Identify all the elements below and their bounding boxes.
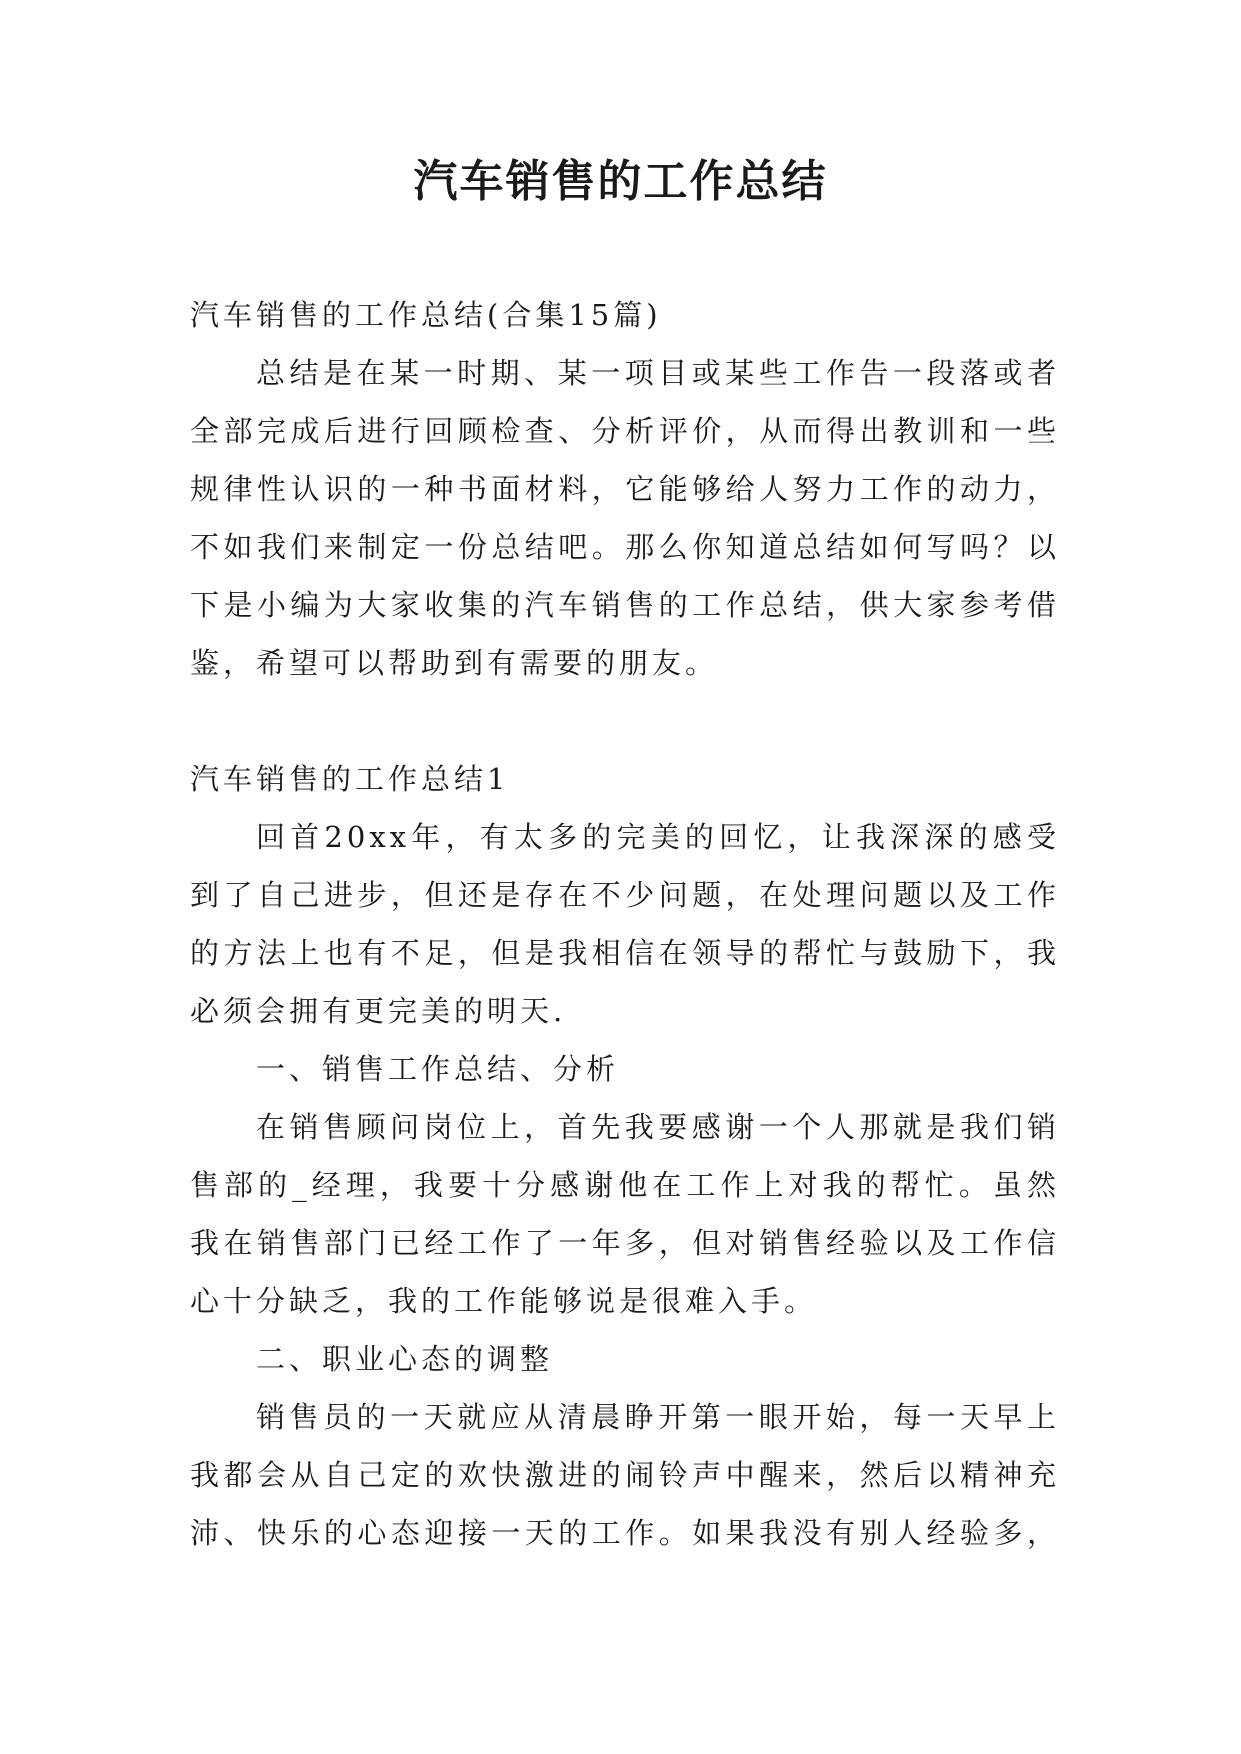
intro-line: 下是小编为大家收集的汽车销售的工作总结，供大家参考借 [190, 588, 1060, 622]
document-body [190, 286, 1060, 1562]
part-line: 心十分缺乏，我的工作能够说是很难入手。 [190, 1284, 818, 1318]
section-line: 必须会拥有更完美的明天. [190, 994, 567, 1028]
intro-line: 不如我们来制定一份总结吧。那么你知道总结如何写吗？以 [190, 530, 1060, 564]
intro-line: 鉴，希望可以帮助到有需要的朋友。 [190, 646, 719, 680]
document-title: 汽车销售的工作总结 [413, 156, 828, 207]
intro-line: 总结是在某一时期、某一项目或某些工作告一段落或者 [256, 356, 1060, 390]
intro-line: 规律性认识的一种书面材料，它能够给人努力工作的动力， [190, 472, 1060, 506]
section-line: 的方法上也有不足，但是我相信在领导的帮忙与鼓励下，我 [190, 936, 1060, 970]
part-line: 沛、快乐的心态迎接一天的工作。如果我没有别人经验多， [190, 1516, 1060, 1550]
document-subtitle: 汽车销售的工作总结(合集15篇) [190, 298, 662, 332]
paragraph-gap [190, 692, 1060, 750]
section-heading: 汽车销售的工作总结1 [190, 762, 510, 796]
section-line: 回首20xx年，有太多的完美的回忆，让我深深的感受 [256, 820, 1060, 854]
part-heading: 一、销售工作总结、分析 [256, 1052, 620, 1086]
section-line: 到了自己进步，但还是存在不少问题，在处理问题以及工作 [190, 878, 1060, 912]
part-line: 销售员的一天就应从清晨睁开第一眼开始，每一天早上 [256, 1400, 1060, 1434]
intro-line: 全部完成后进行回顾检查、分析评价，从而得出教训和一些 [190, 414, 1060, 448]
part-line: 在销售顾问岗位上，首先我要感谢一个人那就是我们销 [256, 1110, 1060, 1144]
part-line: 我都会从自己定的欢快激进的闹铃声中醒来，然后以精神充 [190, 1458, 1060, 1492]
part-line: 我在销售部门已经工作了一年多，但对销售经验以及工作信 [190, 1226, 1060, 1260]
part-line: 售部的_经理，我要十分感谢他在工作上对我的帮忙。虽然 [190, 1168, 1060, 1202]
part-heading: 二、职业心态的调整 [256, 1342, 554, 1376]
